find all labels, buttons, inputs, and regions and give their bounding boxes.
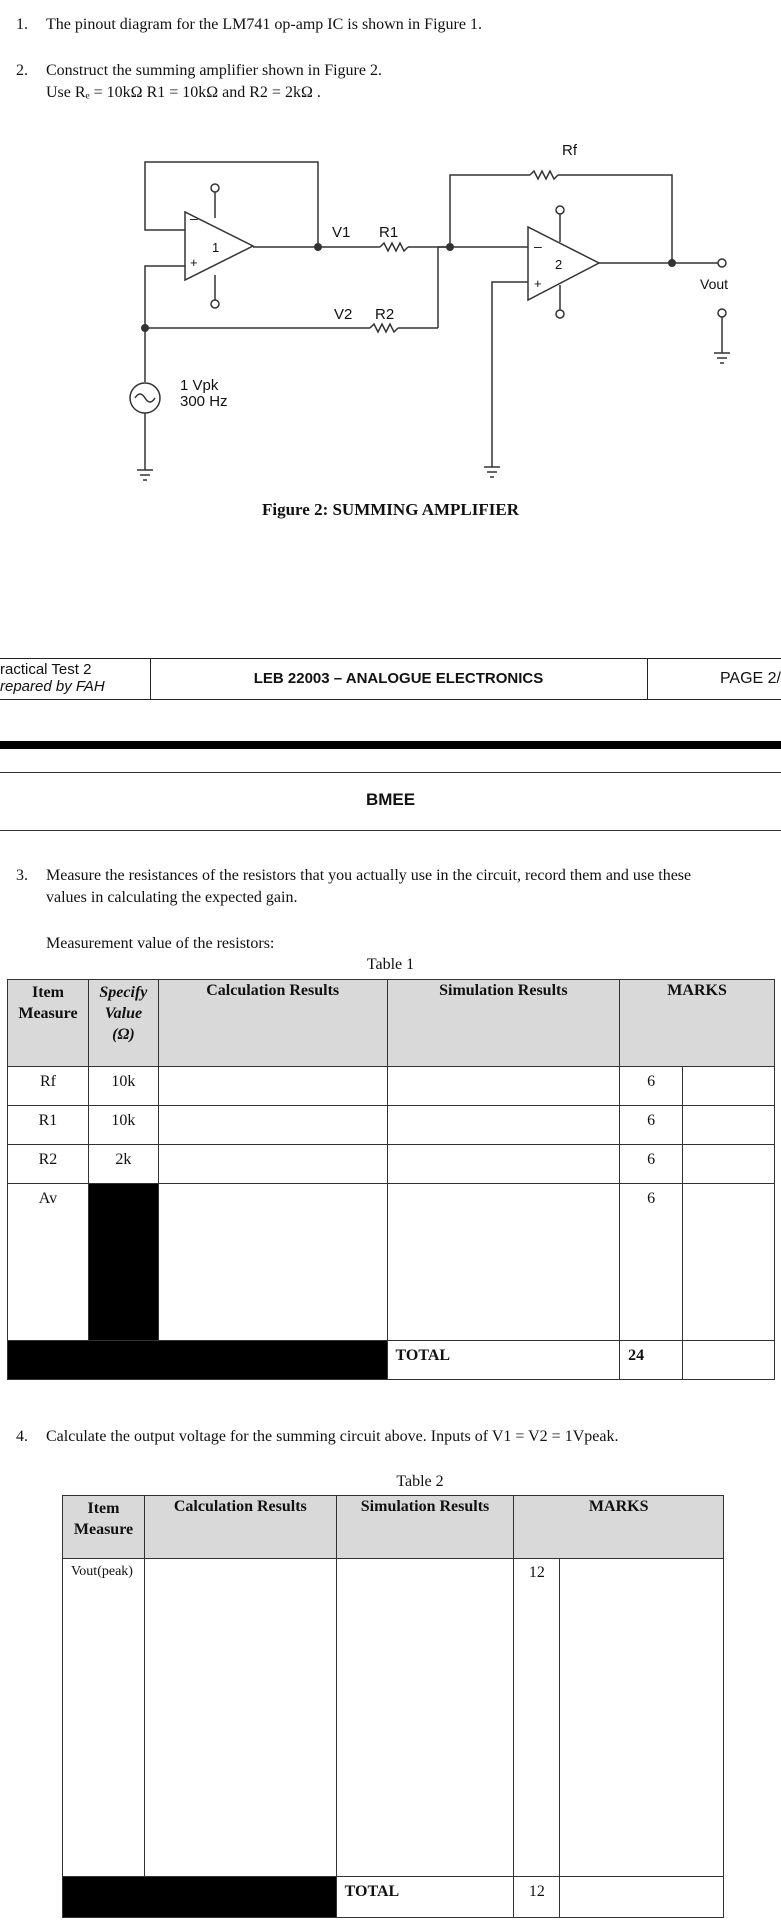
- footer-page: PAGE 2/: [647, 658, 781, 700]
- table-2-mark-vout: 12: [514, 1559, 560, 1877]
- table-1-mark-rf: 6: [620, 1067, 683, 1106]
- table-2-calc-vout[interactable]: [144, 1559, 336, 1877]
- question-2-line2: Use Rₑ = 10kΩ R1 = 10kΩ and R2 = 2kΩ .: [46, 84, 321, 101]
- table-1-header-specify-line2: Value: [104, 1005, 143, 1022]
- table-2-score-vout[interactable]: [560, 1559, 724, 1877]
- table-row: [63, 1877, 724, 1918]
- table-1-calc-r1[interactable]: [158, 1106, 387, 1145]
- table-row: [8, 1341, 775, 1380]
- table-1-total-label: TOTAL: [387, 1341, 620, 1380]
- table-row: [8, 1184, 775, 1341]
- question-3-line2: values in calculating the expected gain.: [46, 889, 298, 906]
- table-1-sim-r1[interactable]: [387, 1106, 620, 1145]
- header-top-rule: [0, 772, 781, 773]
- table-1-calc-rf[interactable]: [158, 1067, 387, 1106]
- table-1-item-r1: R1: [8, 1106, 89, 1145]
- table-row: [63, 1559, 724, 1877]
- table-1-sim-rf[interactable]: [387, 1067, 620, 1106]
- table-2-total-score[interactable]: [560, 1877, 724, 1918]
- question-1-text: The pinout diagram for the LM741 op-amp IC is shown in Figure 1.: [46, 16, 482, 33]
- footer-practical-test: ractical Test 2: [0, 661, 92, 678]
- page-break-bar: [0, 741, 781, 749]
- footer-prepared-by: repared by FAH: [0, 678, 105, 695]
- table-1-total-score[interactable]: [683, 1341, 775, 1380]
- question-2-line1: Construct the summing amplifier shown in Figure 2.: [46, 62, 382, 79]
- question-4-number: 4.: [16, 1428, 28, 1445]
- table-1: [7, 979, 775, 1380]
- table-1-header-specify: [88, 980, 158, 1067]
- table-2: [62, 1495, 724, 1918]
- opamp-2-label: 2: [555, 257, 563, 272]
- table-1-sim-r2[interactable]: [387, 1145, 620, 1184]
- table-1-header-calc: Calculation Results: [158, 980, 387, 1067]
- table-2-item-vout: Vout(peak): [63, 1559, 145, 1877]
- opamp-1-label: 1: [212, 240, 220, 255]
- figure-caption: Figure 2: SUMMING AMPLIFIER: [261, 500, 520, 519]
- header-bottom-rule: [0, 830, 781, 831]
- table-1-caption: Table 1: [366, 956, 415, 973]
- table-1-mark-av: 6: [620, 1184, 683, 1341]
- question-3: [16, 865, 781, 911]
- table-2-header-marks: MARKS: [514, 1496, 724, 1559]
- v1-label: V1: [332, 224, 351, 241]
- table-2-sim-vout[interactable]: [336, 1559, 514, 1877]
- table-2-caption: Table 2: [396, 1473, 444, 1490]
- table-1-calc-r2[interactable]: [158, 1145, 387, 1184]
- footer-left: [0, 658, 151, 700]
- table-2-header-calc: Calculation Results: [144, 1496, 336, 1559]
- measurement-subheading: Measurement value of the resistors:: [46, 935, 275, 952]
- r2-label: R2: [375, 306, 395, 323]
- source-amplitude-label: 1 Vpk: [180, 377, 219, 394]
- v2-label: V2: [334, 306, 353, 323]
- question-2-number: 2.: [16, 62, 28, 79]
- opamp-2-minus-sign: –: [534, 238, 542, 254]
- table-1-item-r2: R2: [8, 1145, 89, 1184]
- table-1-header-specify-line1: Specify: [99, 984, 148, 1001]
- table-1-calc-av[interactable]: [158, 1184, 387, 1341]
- question-4-text: Calculate the output voltage for the summing circuit above. Inputs of V1 = V2 = 1Vpeak.: [46, 1428, 619, 1445]
- rf-label: Rf: [562, 142, 577, 159]
- opamp-1-minus-sign: –: [190, 210, 198, 226]
- page-footer: [0, 658, 781, 698]
- table-2-header-item: Item Measure: [63, 1496, 145, 1559]
- table-1-total-mark: 24: [620, 1341, 683, 1380]
- table-row: [8, 1106, 775, 1145]
- table-1-item-rf: Rf: [8, 1067, 89, 1106]
- source-frequency-label: 300 Hz: [180, 393, 228, 410]
- table-1-value-r2: 2k: [88, 1145, 158, 1184]
- question-3-number: 3.: [16, 867, 28, 884]
- table-1-sim-av[interactable]: [387, 1184, 620, 1341]
- question-3-line1: Measure the resistances of the resistors that you actually use in the circuit, record them and use these: [46, 867, 692, 884]
- table-1-header-specify-line3: (Ω): [112, 1026, 135, 1043]
- table-2-header-sim: Simulation Results: [336, 1496, 514, 1559]
- table-1-item-av: Av: [8, 1184, 89, 1341]
- table-1-mark-r2: 6: [620, 1145, 683, 1184]
- table-1-header-sim: Simulation Results: [387, 980, 620, 1067]
- table-row: [8, 1145, 775, 1184]
- table-row: [8, 1067, 775, 1106]
- opamp-1-plus-sign: +: [190, 255, 198, 270]
- opamp-2-plus-sign: +: [534, 276, 542, 291]
- table-2-total-mark: 12: [514, 1877, 560, 1918]
- r1-label: R1: [379, 224, 399, 241]
- table-1-score-av[interactable]: [683, 1184, 775, 1341]
- table-1-value-rf: 10k: [88, 1067, 158, 1106]
- table-1-value-r1: 10k: [88, 1106, 158, 1145]
- table-1-mark-r1: 6: [620, 1106, 683, 1145]
- table-1-header-item: Item Measure: [8, 980, 89, 1067]
- table-1-value-av-blocked: [88, 1184, 158, 1341]
- table-2-total-label: TOTAL: [336, 1877, 514, 1918]
- question-1-number: 1.: [16, 16, 28, 33]
- footer-course: LEB 22003 – ANALOGUE ELECTRONICS: [150, 658, 648, 700]
- vout-label: Vout: [700, 276, 729, 292]
- page-header-title: BMEE: [365, 790, 416, 809]
- table-1-score-r2[interactable]: [683, 1145, 775, 1184]
- table-1-header-marks: MARKS: [620, 980, 775, 1067]
- table-1-total-blocked: [8, 1341, 388, 1380]
- table-1-score-r1[interactable]: [683, 1106, 775, 1145]
- question-2: [16, 60, 776, 106]
- table-1-score-rf[interactable]: [683, 1067, 775, 1106]
- table-2-total-blocked: [63, 1877, 337, 1918]
